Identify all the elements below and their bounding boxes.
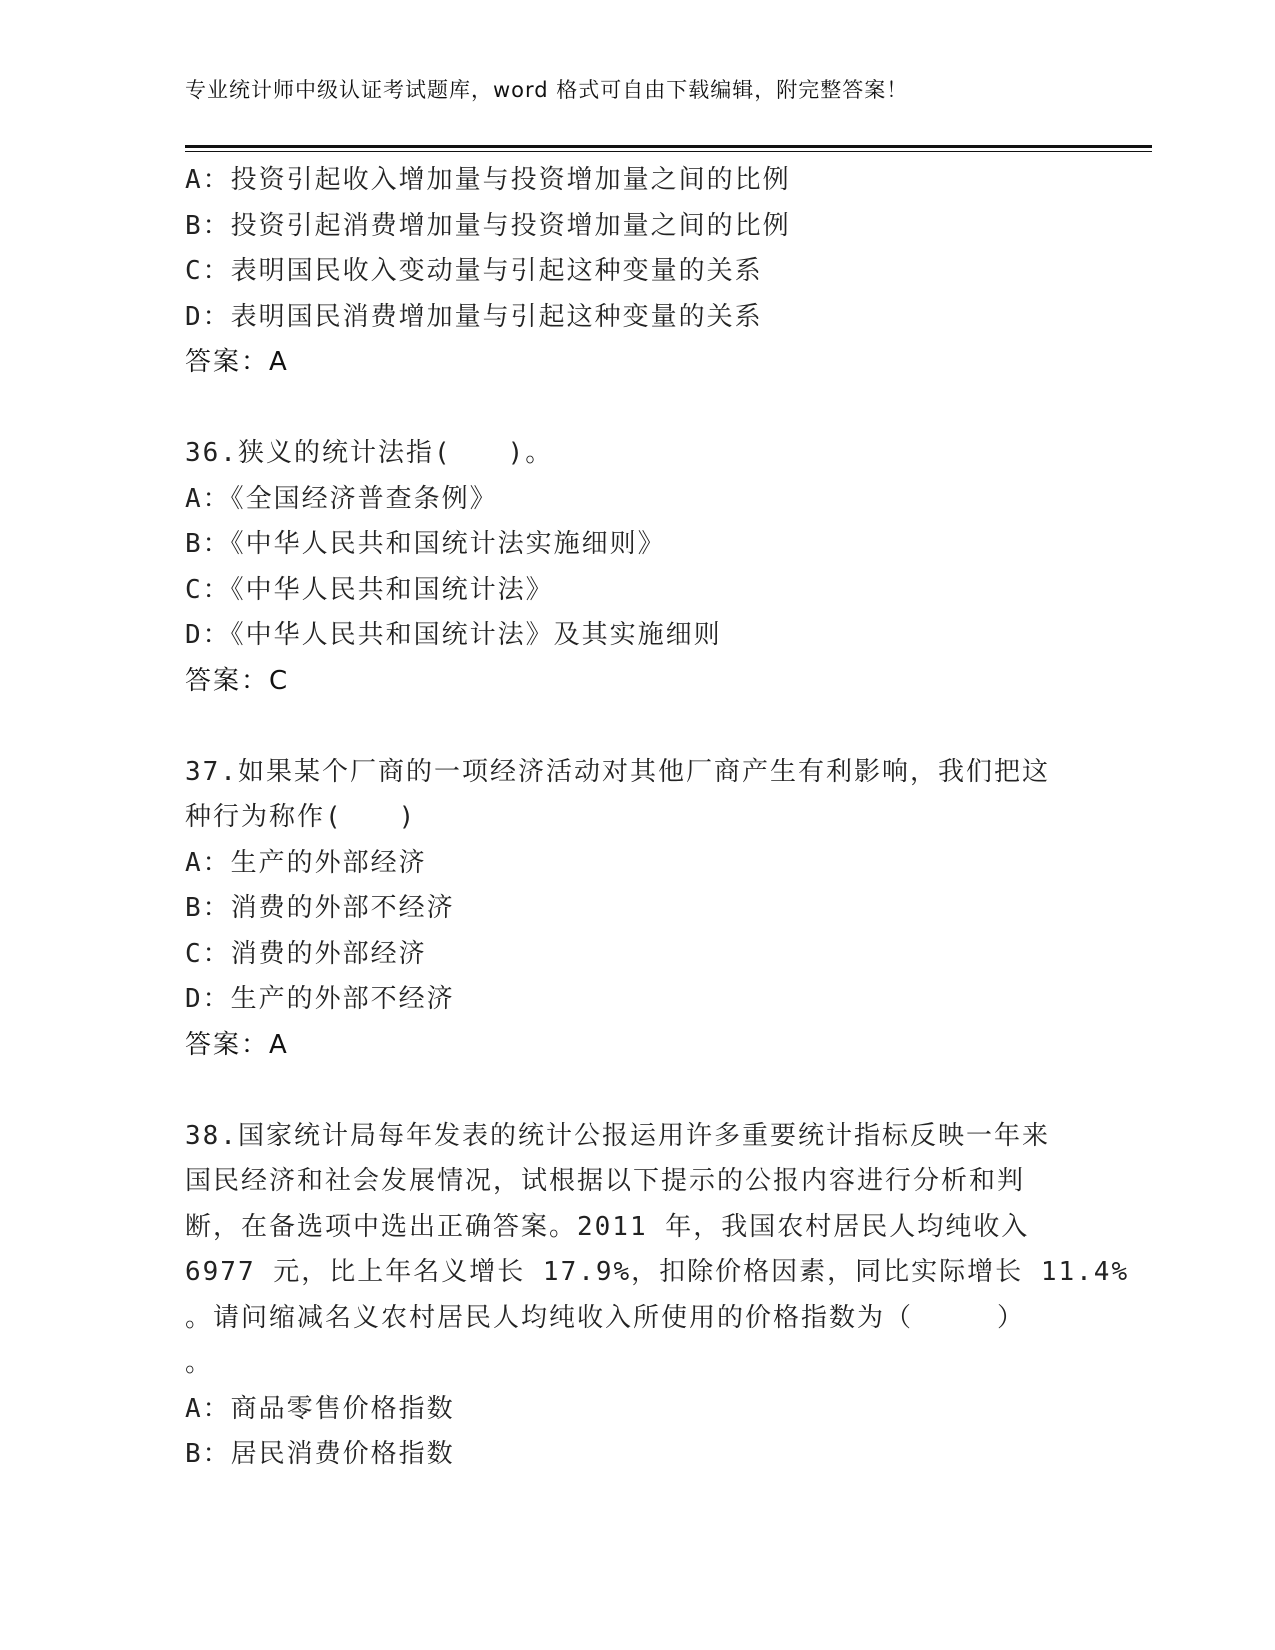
- question-text: 断，在备选项中选出正确答案。2011 年，我国农村居民人均纯收入: [185, 1211, 1030, 1242]
- question-text: 。请问缩减名义农村居民人均纯收入所使用的价格指数为（ ）: [185, 1302, 1026, 1333]
- document-body: [185, 158, 1130, 1478]
- question-text: 36.狭义的统计法指( )。: [185, 438, 554, 468]
- question-text: 。: [185, 1348, 214, 1378]
- question-36: [185, 431, 1085, 704]
- option-d: D：《中华人民共和国统计法》及其实施细则: [185, 620, 722, 650]
- header-rule-thin: [185, 151, 1152, 152]
- spacer: [185, 386, 1085, 432]
- question-text: 38.国家统计局每年发表的统计公报运用许多重要统计指标反映一年来: [185, 1120, 1050, 1151]
- option-a: A：投资引起收入增加量与投资增加量之间的比例: [185, 165, 791, 195]
- option-b: B：居民消费价格指数: [185, 1439, 455, 1469]
- page-header: 专业统计师中级认证考试题库，word 格式可自由下载编辑，附完整答案！: [185, 78, 909, 102]
- option-a: A：商品零售价格指数: [185, 1393, 455, 1424]
- answer: 答案：C: [185, 665, 290, 696]
- question-37: [185, 750, 1085, 1069]
- question-text: 6977 元，比上年名义增长 17.9%，扣除价格因素，同比实际增长 11.4%: [185, 1257, 1130, 1287]
- option-d: D：表明国民消费增加量与引起这种变量的关系: [185, 301, 763, 332]
- answer: 答案：A: [185, 1029, 289, 1060]
- header-rule-thick: [185, 145, 1152, 148]
- question-text: 国民经济和社会发展情况，试根据以下提示的公报内容进行分析和判: [185, 1166, 1026, 1196]
- option-b: B：《中华人民共和国统计法实施细则》: [185, 529, 666, 559]
- spacer: [185, 704, 1085, 750]
- option-d: D：生产的外部不经济: [185, 984, 455, 1014]
- question-35: [185, 158, 1085, 386]
- question-text: 37.如果某个厂商的一项经济活动对其他厂商产生有利影响，我们把这: [185, 756, 1050, 787]
- option-b: B：投资引起消费增加量与投资增加量之间的比例: [185, 210, 791, 241]
- answer: 答案：A: [185, 347, 289, 377]
- option-c: C：表明国民收入变动量与引起这种变量的关系: [185, 256, 763, 286]
- option-c: C：消费的外部经济: [185, 938, 427, 969]
- option-c: C：《中华人民共和国统计法》: [185, 574, 554, 605]
- spacer: [185, 1068, 1085, 1114]
- option-a: A：生产的外部经济: [185, 847, 427, 878]
- option-a: A：《全国经济普查条例》: [185, 483, 498, 514]
- question-38: [185, 1114, 1130, 1478]
- option-b: B：消费的外部不经济: [185, 893, 455, 923]
- question-text: 种行为称作( ): [185, 802, 417, 832]
